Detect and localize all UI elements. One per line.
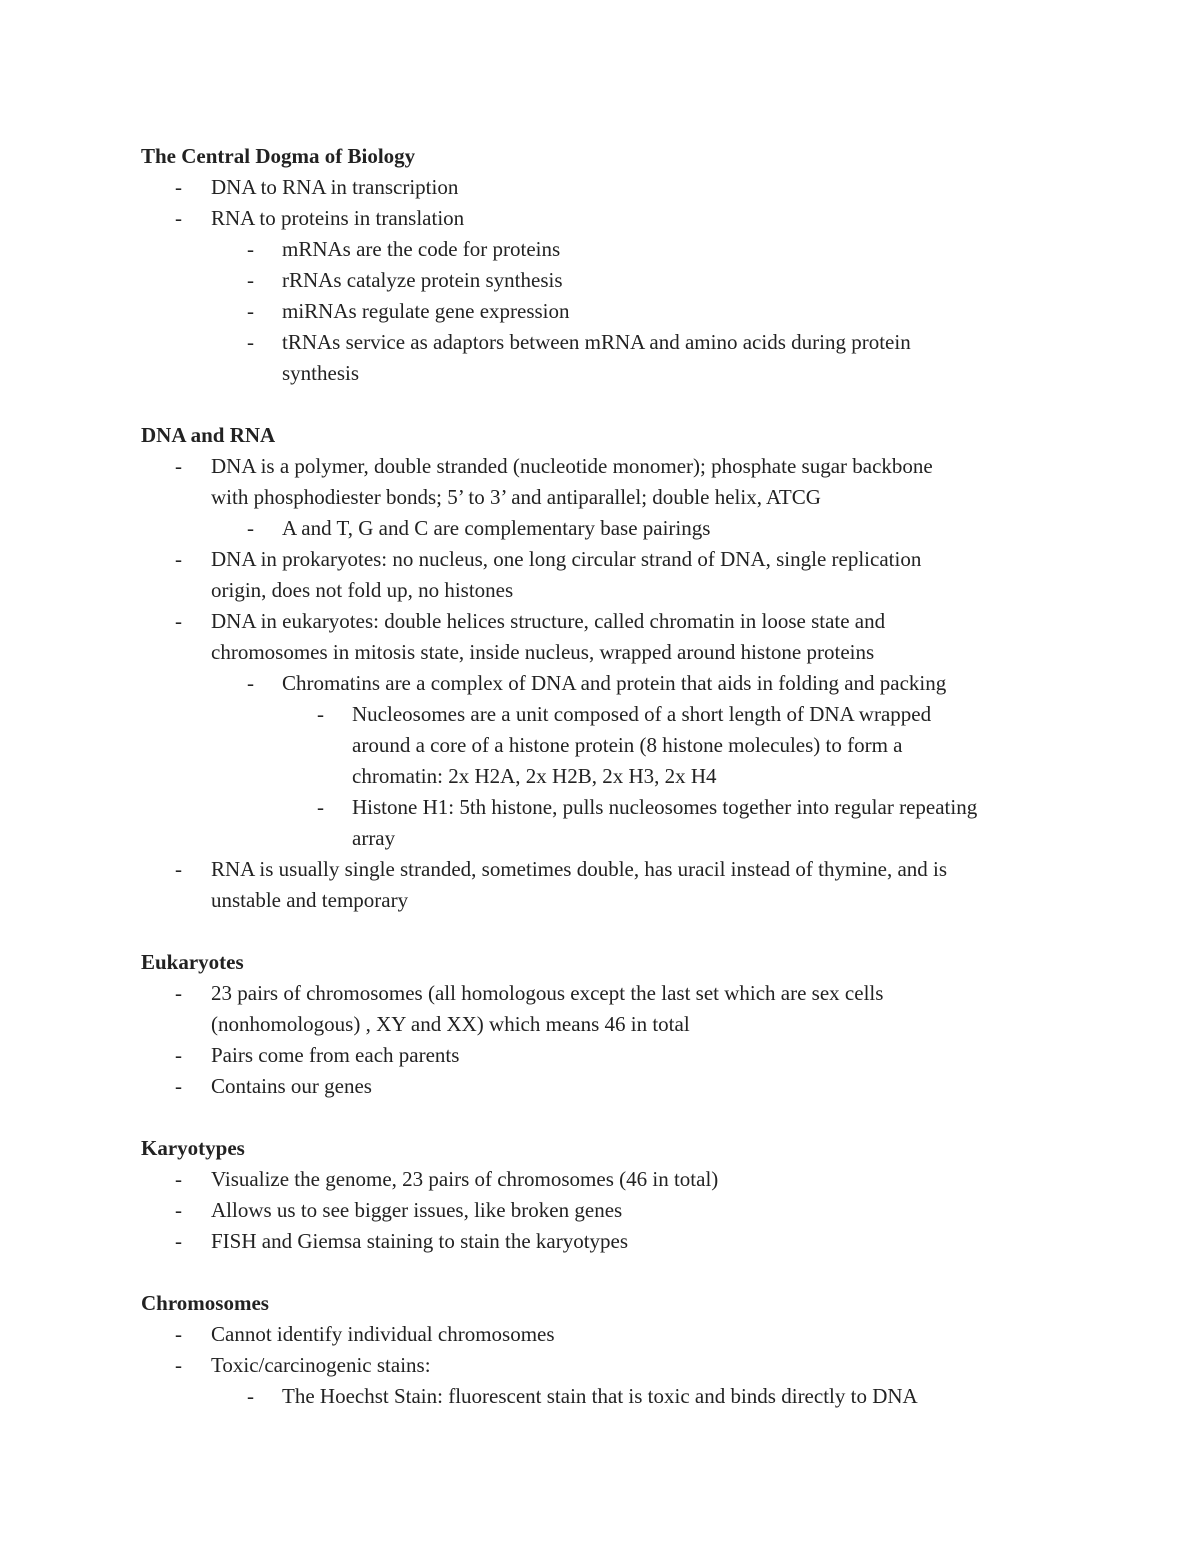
bullet-dash: -: [175, 547, 182, 571]
bullet-dash: -: [175, 175, 182, 199]
bullet-dash: -: [247, 516, 254, 540]
section-heading: Karyotypes: [141, 1136, 245, 1160]
bullet-dash: -: [175, 454, 182, 478]
bullet-dash: -: [175, 609, 182, 633]
bullet-dash: -: [317, 702, 324, 726]
bullet-dash: -: [175, 1229, 182, 1253]
list-item-text: synthesis: [282, 361, 360, 385]
section-heading: The Central Dogma of Biology: [141, 144, 416, 168]
list-item-text: DNA is a polymer, double stranded (nucleotide monomer); phosphate sugar backbone: [211, 454, 933, 478]
list-item-text: The Hoechst Stain: fluorescent stain that is toxic and binds directly to DNA: [282, 1384, 918, 1408]
bullet-dash: -: [247, 1384, 254, 1408]
list-item-text: Nucleosomes are a unit composed of a short length of DNA wrapped: [352, 702, 932, 726]
list-item-text: Allows us to see bigger issues, like broken genes: [211, 1198, 623, 1222]
list-item-text: tRNAs service as adaptors between mRNA and amino acids during protein: [282, 330, 911, 354]
list-item-text: with phosphodiester bonds; 5’ to 3’ and antiparallel; double helix, ATCG: [211, 485, 821, 509]
section-heading: Eukaryotes: [141, 950, 244, 974]
list-item-text: A and T, G and C are complementary base pairings: [282, 516, 711, 540]
bullet-dash: -: [317, 795, 324, 819]
section-heading: DNA and RNA: [141, 423, 276, 447]
section-heading: Chromosomes: [141, 1291, 269, 1315]
bullet-dash: -: [175, 206, 182, 230]
bullet-dash: -: [175, 857, 182, 881]
list-item-text: RNA to proteins in translation: [211, 206, 465, 230]
list-item-text: chromatin: 2x H2A, 2x H2B, 2x H3, 2x H4: [352, 764, 717, 788]
list-item-text: FISH and Giemsa staining to stain the karyotypes: [211, 1229, 629, 1253]
bullet-dash: -: [247, 268, 254, 292]
bullet-dash: -: [247, 237, 254, 261]
list-item-text: mRNAs are the code for proteins: [282, 237, 561, 261]
list-item-text: chromosomes in mitosis state, inside nucleus, wrapped around histone proteins: [211, 640, 875, 664]
bullet-dash: -: [247, 330, 254, 354]
bullet-dash: -: [175, 1198, 182, 1222]
bullet-dash: -: [247, 299, 254, 323]
list-item-text: Chromatins are a complex of DNA and protein that aids in folding and packing: [282, 671, 947, 695]
list-item-text: Visualize the genome, 23 pairs of chromosomes (46 in total): [211, 1167, 719, 1191]
list-item-text: around a core of a histone protein (8 histone molecules) to form a: [352, 733, 903, 757]
list-item-text: Pairs come from each parents: [211, 1043, 460, 1067]
list-item-text: Histone H1: 5th histone, pulls nucleosomes together into regular repeating: [352, 795, 978, 819]
list-item-text: DNA in eukaryotes: double helices structure, called chromatin in loose state and: [211, 609, 886, 633]
bullet-dash: -: [175, 1074, 182, 1098]
list-item-text: array: [352, 826, 396, 850]
list-item-text: Cannot identify individual chromosomes: [211, 1322, 555, 1346]
list-item-text: unstable and temporary: [211, 888, 409, 912]
bullet-dash: -: [175, 1167, 182, 1191]
bullet-dash: -: [175, 1043, 182, 1067]
list-item-text: DNA in prokaryotes: no nucleus, one long circular strand of DNA, single replication: [211, 547, 922, 571]
bullet-dash: -: [247, 671, 254, 695]
list-item-text: miRNAs regulate gene expression: [282, 299, 570, 323]
list-item-text: (nonhomologous) , XY and XX) which means 46 in total: [211, 1012, 690, 1036]
list-item-text: Toxic/carcinogenic stains:: [211, 1353, 431, 1377]
list-item-text: Contains our genes: [211, 1074, 372, 1098]
list-item-text: DNA to RNA in transcription: [211, 175, 459, 199]
list-item-text: 23 pairs of chromosomes (all homologous except the last set which are sex cells: [211, 981, 884, 1005]
bullet-dash: -: [175, 1353, 182, 1377]
bullet-dash: -: [175, 1322, 182, 1346]
list-item-text: rRNAs catalyze protein synthesis: [282, 268, 563, 292]
list-item-text: origin, does not fold up, no histones: [211, 578, 514, 602]
bullet-dash: -: [175, 981, 182, 1005]
list-item-text: RNA is usually single stranded, sometimes double, has uracil instead of thymine, and is: [211, 857, 948, 881]
